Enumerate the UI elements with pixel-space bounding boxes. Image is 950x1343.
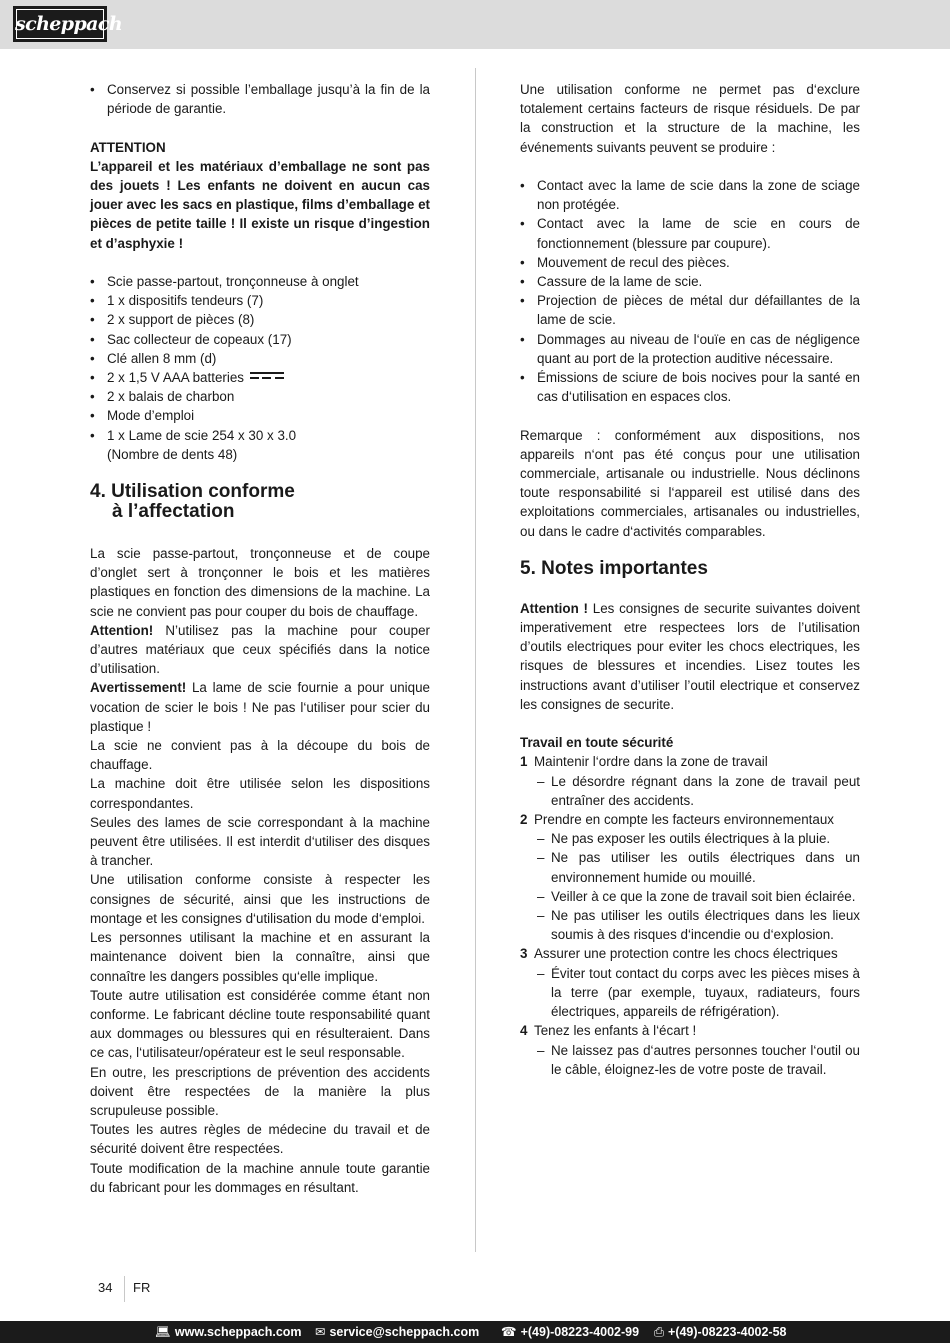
email-text: service@scheppach.com <box>329 1325 480 1339</box>
item-number: 2 <box>520 812 528 828</box>
section-4-title-line2: à l’affectation <box>112 501 235 523</box>
sub-item: – Ne pas utiliser les outils électriques dans un environnement humide ou mouillé. <box>537 850 860 885</box>
paragraph <box>520 599 860 714</box>
email-link[interactable] <box>315 1321 479 1343</box>
list-item: • Projection de pièces de métal dur défaillantes de la lame de scie. <box>520 291 860 329</box>
paragraph: Une utilisation conforme ne permet pas d‘exclure totalement certains facteurs de risque résiduels. De par la construction et la structure de la machine, les événements suivants peuvent se produire : <box>520 82 860 155</box>
safety-item <box>520 752 860 810</box>
paragraph: Seules des lames de scie correspondant à la machine peuvent être utilisées. Il est interdit d‘utiliser des disques à trancher. <box>90 814 430 869</box>
list-item <box>90 426 430 464</box>
attention-body: L’appareil et les matériaux d’emballage ne sont pas des jouets ! Les enfants ne doivent en aucun cas jouer avec les sacs en plastique, films d’emballage et pièces de petite taille ! Il existe un risque d’ingestion et d’asphyxie ! <box>90 158 430 251</box>
list-item: • Contact avec la lame de scie en cours de fonctionnement (blessure par coupure). <box>520 214 860 252</box>
list-item: • 2 x balais de charbon <box>90 387 430 406</box>
paragraph: Toutes les autres règles de médecine du travail et de sécurité doivent être respectées. <box>90 1122 430 1157</box>
phone-icon: ☎ <box>501 1325 517 1339</box>
fax-text: +(49)-08223-4002-58 <box>668 1325 787 1339</box>
list-item-text: 1 x Lame de scie 254 x 30 x 3.0 <box>107 427 297 443</box>
list-item: • Mouvement de recul des pièces. <box>520 253 860 272</box>
phone-text: +(49)-08223-4002-99 <box>520 1325 640 1339</box>
intro-bullet-list <box>90 80 430 118</box>
paragraph <box>90 678 430 736</box>
left-column <box>90 80 430 1197</box>
paragraph: Une utilisation conforme consiste à respecter les consignes de sécurité, ainsi que les instructions de montage et les consignes d‘utilisation du mode d‘emploi. <box>90 872 430 926</box>
column-divider <box>475 68 476 1252</box>
safety-item <box>520 810 860 944</box>
sub-item-text: Ne laissez pas d‘autres personnes toucher l‘outil ou le câble, éloignez-les de votre poste de travail. <box>551 1042 860 1077</box>
item-title: Maintenir l‘ordre dans la zone de travail <box>534 754 768 770</box>
contents-list <box>90 272 430 464</box>
header-bar <box>0 0 950 49</box>
computer-icon: 💻︎ <box>155 1325 171 1339</box>
remark-paragraph: Remarque : conformément aux dispositions, nos appareils n‘ont pas été conçus pour une utilisation commerciale, artisanale ou industrielle. Nous déclinons toute responsabilité si l‘appareil est utilisé dans des exploitations commerciales, artisanales ou industrielles, ou dans le cadre d‘activités comparables. <box>520 427 860 539</box>
paragraph-text: La lame de scie fournie a pour unique vocation de scier le bois ! Ne pas l‘utiliser pour scier du plastique ! <box>90 680 430 734</box>
list-item: • Scie passe-partout, tronçonneuse à onglet <box>90 272 430 291</box>
section-4-title <box>90 482 430 522</box>
attention-title: ATTENTION <box>90 139 166 155</box>
footer-divider <box>124 1276 125 1302</box>
paragraph-text: N’utilisez pas la machine pour couper d’autres matériaux que ceux spécifiés dans la notice d’utilisation. <box>90 622 430 677</box>
item-title: Prendre en compte les facteurs environnementaux <box>534 812 834 828</box>
safety-item <box>520 1021 860 1079</box>
page-number: 34 <box>98 1280 113 1295</box>
sub-item: – Éviter tout contact du corps avec les pièces mises à la terre (par exemple, tuyaux, radiateurs, fours électriques, appareils de réfrigération). <box>537 965 860 1020</box>
sub-item: – Ne pas utiliser les outils électriques dans les lieux soumis à des risques d‘incendie ou d‘explosion. <box>537 908 860 943</box>
risk-list <box>520 176 860 406</box>
envelope-icon: ✉ <box>315 1325 326 1339</box>
sub-item-text: Le désordre régnant dans la zone de travail peut entraîner des accidents. <box>551 773 860 808</box>
sub-item: – Veiller à ce que la zone de travail soit bien éclairée. <box>537 888 856 904</box>
website-text: www.scheppach.com <box>174 1325 302 1339</box>
right-column <box>520 80 860 1079</box>
list-item: • Émissions de sciure de bois nocives pour la santé en cas d‘utilisation en espaces clos. <box>520 368 860 406</box>
paragraph: Toute autre utilisation est considérée comme étant non conforme. Le fabricant décline toute responsabilité quant aux dommages ou blessures qui en résulteraient. Dans ce cas, l‘utilisateur/opérateur est le seul responsable. <box>90 987 430 1061</box>
section-4-title-line1: 4. Utilisation conforme <box>90 481 295 503</box>
list-item: • Contact avec la lame de scie dans la zone de sciage non protégée. <box>520 176 860 214</box>
blade-note: (Nombre de dents 48) <box>107 446 238 462</box>
list-item: • Clé allen 8 mm (d) <box>90 349 430 368</box>
sub-item: – Le désordre régnant dans la zone de travail peut entraîner des accidents. <box>537 773 860 808</box>
website-link[interactable] <box>155 1321 302 1343</box>
list-item <box>90 368 430 387</box>
safety-subtitle: Travail en toute sécurité <box>520 735 674 751</box>
item-number: 3 <box>520 946 528 962</box>
safety-item <box>520 944 860 1021</box>
list-item: • Mode d’emploi <box>90 406 430 425</box>
sub-item: – Ne laissez pas d‘autres personnes toucher l‘outil ou le câble, éloignez-les de votre poste de travail. <box>537 1042 860 1077</box>
language-code: FR <box>133 1280 151 1295</box>
sub-item-text: Ne pas utiliser les outils électriques dans un environnement humide ou mouillé. <box>551 850 860 885</box>
item-title: Tenez les enfants à l‘écart ! <box>534 1023 697 1039</box>
fax-link[interactable] <box>654 1321 787 1343</box>
attention-label: Attention ! <box>520 600 588 616</box>
section-5-title: 5. Notes importantes <box>520 557 708 579</box>
list-item: • Dommages au niveau de l‘ouïe en cas de négligence quant au port de la protection auditive nécessaire. <box>520 330 860 368</box>
sub-item-text: Ne pas exposer les outils électriques à la pluie. <box>551 831 831 847</box>
sub-item-text: Ne pas utiliser les outils électriques dans les lieux soumis à des risques d‘incendie ou d‘explosion. <box>551 908 860 943</box>
paragraph: En outre, les prescriptions de prévention des accidents doivent être respectées de la manière la plus scrupuleuse possible. <box>90 1064 430 1118</box>
sub-item: – Ne pas exposer les outils électriques à la pluie. <box>537 831 831 847</box>
dc-current-icon <box>250 372 284 380</box>
contact-bar <box>0 1321 950 1343</box>
list-item: • Conservez si possible l’emballage jusqu’à la fin de la période de garantie. <box>90 80 430 118</box>
attention-label: Attention! <box>90 622 154 638</box>
paragraph: La scie passe-partout, tronçonneuse et de coupe d’onglet sert à tronçonner le bois et les matières plastiques en fonction des dimensions de la machine. La scie ne convient pas pour couper du bois de chauffage. <box>90 546 430 619</box>
warning-label: Avertissement! <box>90 680 187 696</box>
list-item: • Cassure de la lame de scie. <box>520 272 860 291</box>
item-number: 1 <box>520 754 528 770</box>
sub-item-text: Veiller à ce que la zone de travail soit bien éclairée. <box>551 888 856 904</box>
phone-link[interactable] <box>501 1321 639 1343</box>
item-number: 4 <box>520 1023 528 1039</box>
paragraph: Les personnes utilisant la machine et en assurant la maintenance doivent bien la connaître, ainsi que connaître les dangers possibles qu‘elle implique. <box>90 930 430 984</box>
list-item: • 1 x dispositifs tendeurs (7) <box>90 291 430 310</box>
list-item: • 2 x support de pièces (8) <box>90 310 430 329</box>
list-item: • Sac collecteur de copeaux (17) <box>90 330 430 349</box>
brand-logo: scheppach <box>13 6 107 42</box>
sub-item-text: Éviter tout contact du corps avec les pièces mises à la terre (par exemple, tuyaux, radiateurs, fours électriques, appareils de réfrigération). <box>551 965 860 1020</box>
paragraph: La scie ne convient pas à la découpe du bois de chauffage. <box>90 738 430 773</box>
paragraph <box>90 621 430 679</box>
paragraph: La machine doit être utilisée selon les dispositions correspondantes. <box>90 776 430 811</box>
item-title: Assurer une protection contre les chocs électriques <box>534 946 838 962</box>
list-item-text: 2 x 1,5 V AAA batteries <box>107 370 244 386</box>
paragraph: Toute modification de la machine annule toute garantie du fabricant pour les dommages en résultant. <box>90 1160 430 1195</box>
fax-icon: ⎙ <box>654 1325 665 1339</box>
paragraph-text: Les consignes de securite suivantes doivent imperativement etre respectees lors de l’utilisation d’outils electriques pour eviter les chocs electriques, les risques de blessures et incendies. Lisez toutes les instructions avant d’utiliser l’outil electrique et conservez les consignes de securite. <box>520 600 860 712</box>
